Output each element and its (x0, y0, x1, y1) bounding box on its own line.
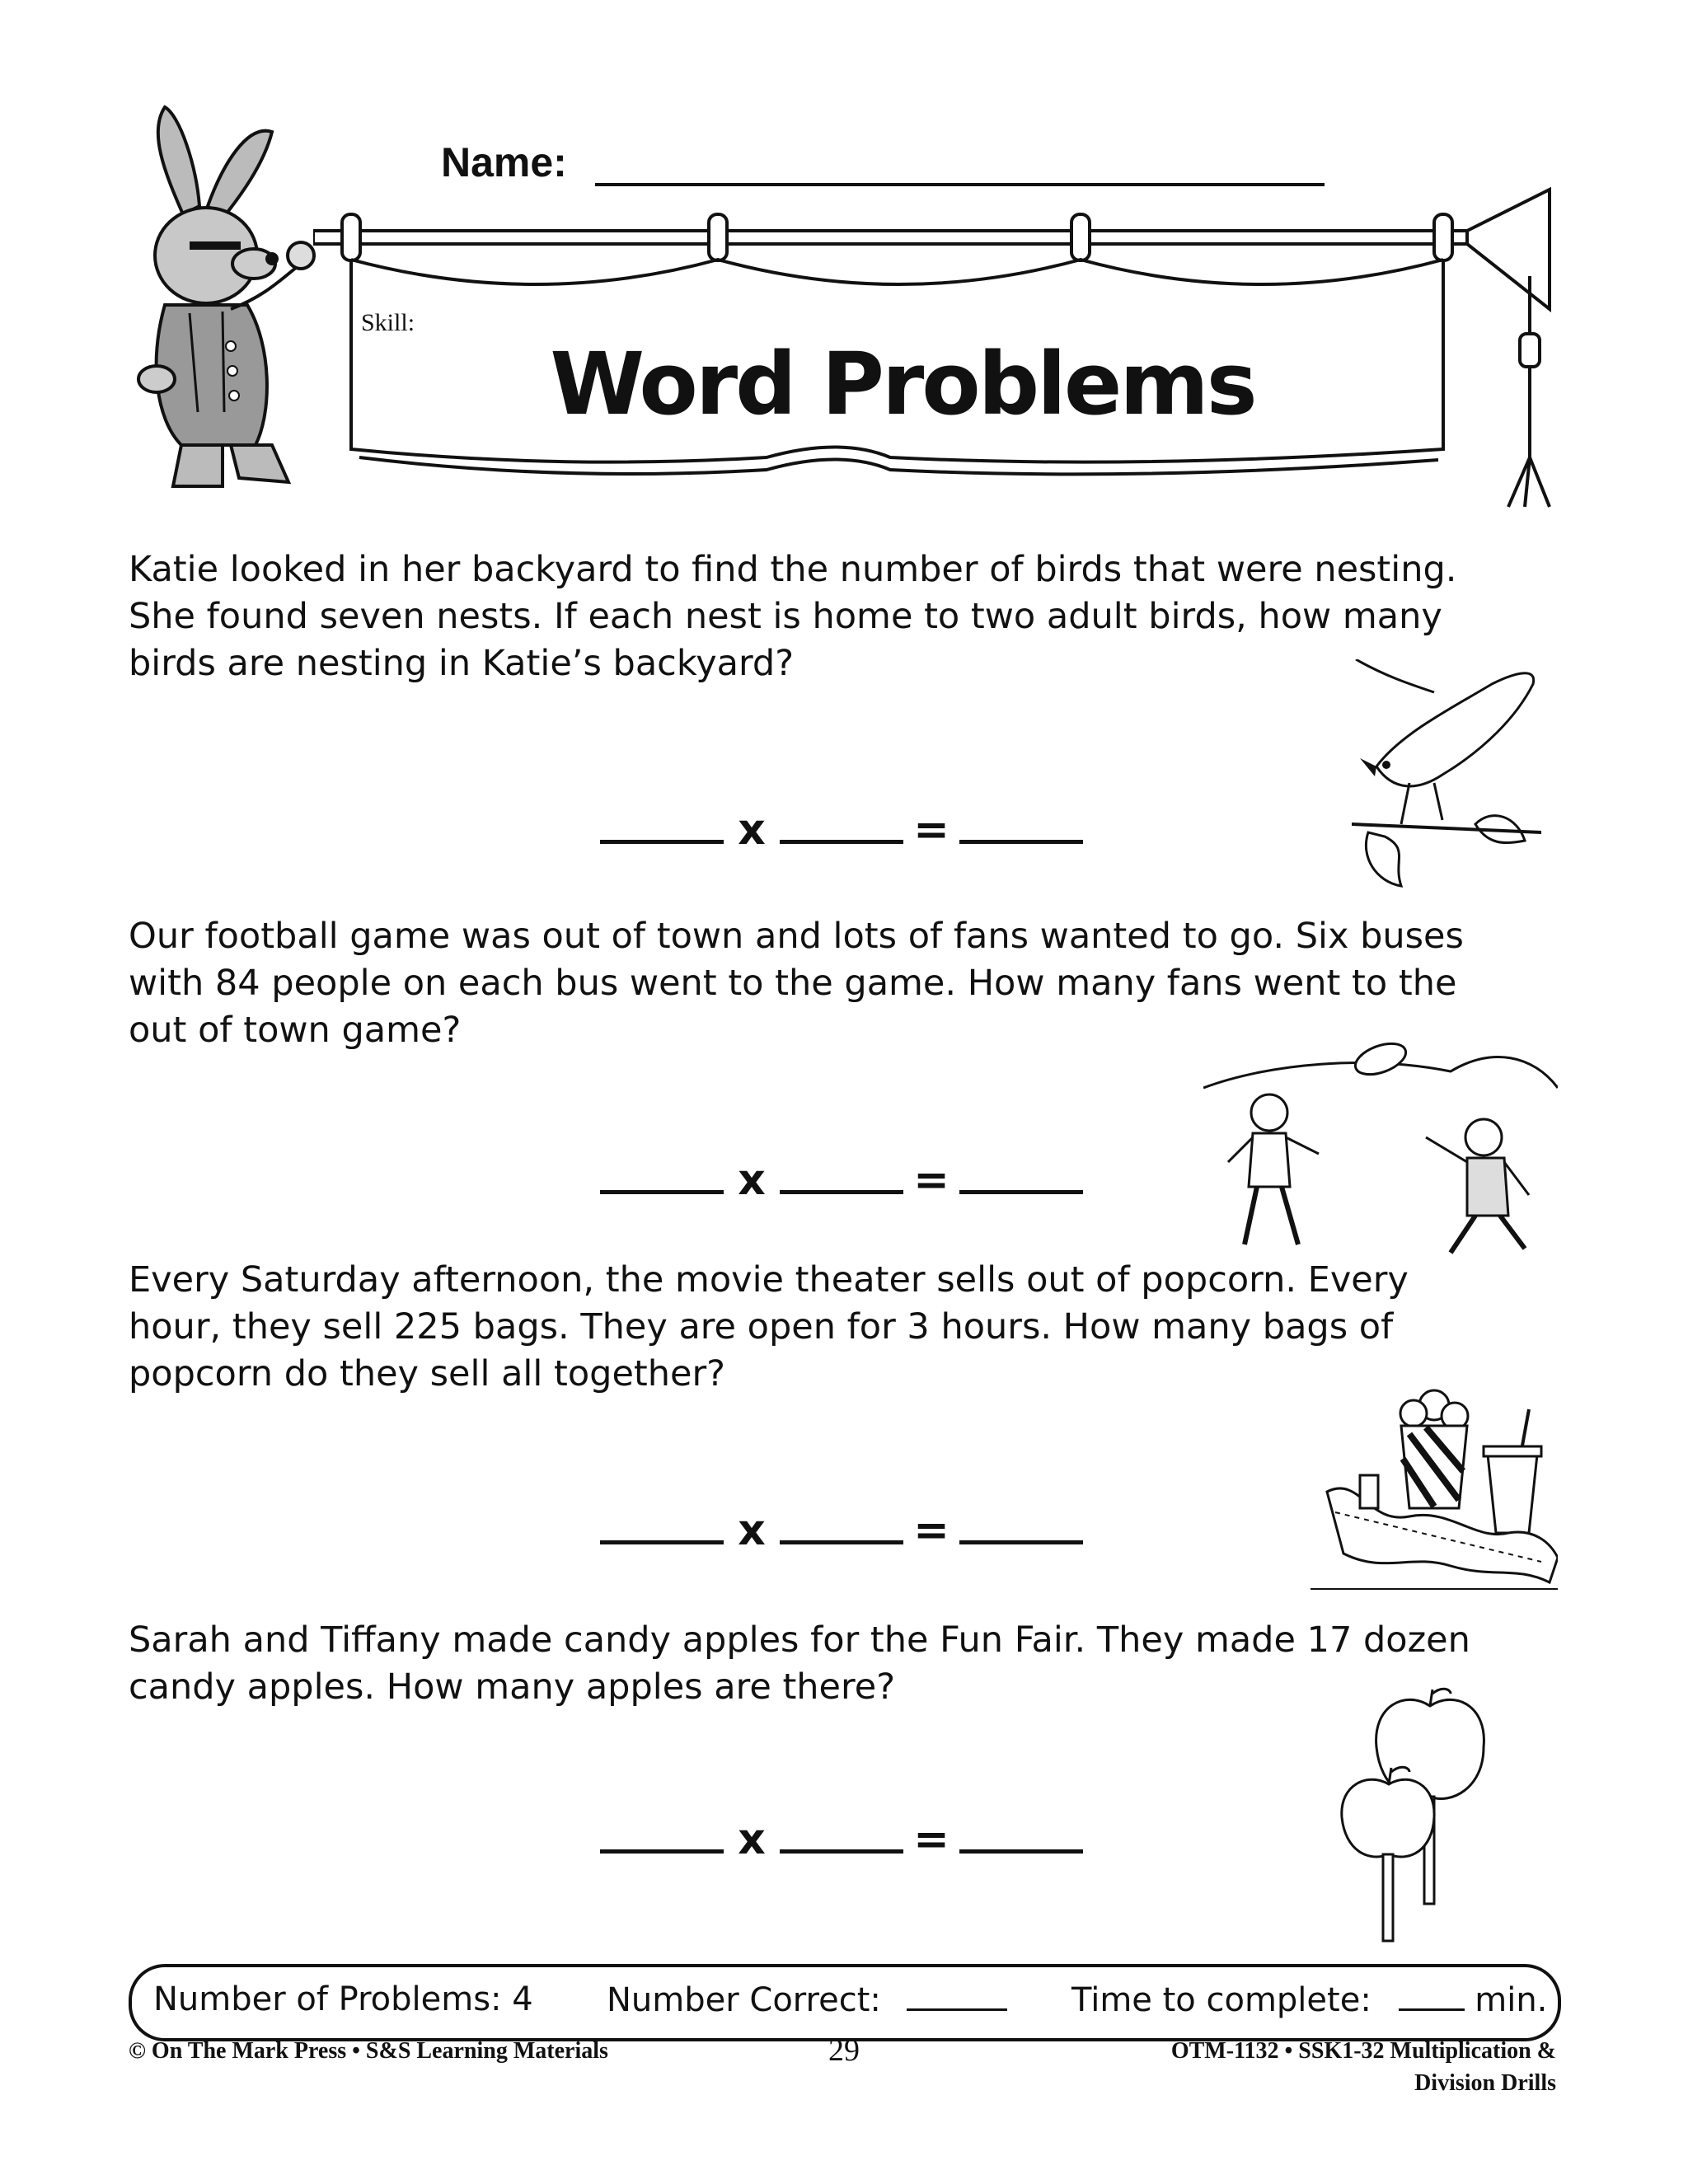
answer-blank[interactable] (780, 1813, 903, 1854)
answer-blank[interactable] (959, 804, 1083, 844)
answer-blank[interactable] (600, 1504, 724, 1544)
equals-sign: = (913, 1815, 950, 1864)
problem-4-equation (600, 1813, 1095, 1864)
answer-blank[interactable] (600, 1813, 724, 1854)
problem-1-equation (600, 804, 1095, 855)
product-code-line-1: OTM-1132 • SSK1-32 Multiplication & (1170, 2038, 1556, 2064)
times-sign: x (738, 805, 766, 855)
skill-label: Skill: (361, 309, 415, 336)
times-sign: x (738, 1506, 766, 1555)
candy-apples-illustration-icon (1335, 1681, 1541, 1945)
number-correct-label: Number Correct: (607, 1981, 881, 2019)
number-correct-blank[interactable] (907, 1980, 1007, 2011)
answer-blank[interactable] (959, 1504, 1083, 1544)
answer-blank[interactable] (959, 1154, 1083, 1194)
answer-blank[interactable] (780, 804, 903, 844)
time-to-complete-label: Time to complete: (1071, 1981, 1372, 2019)
number-correct-field (607, 1980, 1007, 2019)
product-code-line-2: Division Drills (1414, 2070, 1556, 2096)
problem-2-text: Our football game was out of town and lots of fans wanted to go. Six buses with 84 people on each bus went to the game. How many fans went to the out of town game? (129, 916, 1464, 1051)
name-label: Name: (441, 139, 567, 185)
problem-4-text: Sarah and Tiffany made candy apples for the Fun Fair. They made 17 dozen candy apples. How many apples are there? (129, 1619, 1470, 1708)
page-title: Word Problems (550, 334, 1255, 434)
equals-sign: = (913, 805, 950, 855)
time-unit: min. (1475, 1981, 1548, 2019)
number-of-problems: Number of Problems: 4 (153, 1980, 533, 2018)
equals-sign: = (913, 1506, 950, 1555)
times-sign: x (738, 1155, 766, 1205)
problem-1-text: Katie looked in her backyard to find the number of birds that were nesting. She found seven nests. If each nest is home to two adult birds, how many birds are nesting in Katie’s backyard? (129, 549, 1457, 684)
answer-blank[interactable] (780, 1504, 903, 1544)
time-to-complete-field (1071, 1980, 1547, 2019)
football-kids-illustration-icon (1203, 1038, 1558, 1261)
popcorn-film-illustration-icon (1311, 1376, 1558, 1599)
page-number: 29 (828, 2033, 860, 2068)
problem-2-equation (600, 1154, 1095, 1205)
time-blank[interactable] (1399, 1980, 1465, 2011)
times-sign: x (738, 1815, 766, 1864)
name-input-line[interactable] (595, 183, 1325, 186)
answer-blank[interactable] (780, 1154, 903, 1194)
bird-illustration-icon (1352, 659, 1541, 890)
answer-blank[interactable] (600, 804, 724, 844)
copyright-text: © On The Mark Press • S&S Learning Materials (129, 2038, 608, 2064)
answer-blank[interactable] (600, 1154, 724, 1194)
problem-3-text: Every Saturday afternoon, the movie theater sells out of popcorn. Every hour, they sell 225 bags. They are open for 3 hours. How many bags of popcorn do they sell all together? (129, 1259, 1409, 1394)
equals-sign: = (913, 1155, 950, 1205)
answer-blank[interactable] (959, 1813, 1083, 1854)
problem-3-equation (600, 1504, 1095, 1555)
